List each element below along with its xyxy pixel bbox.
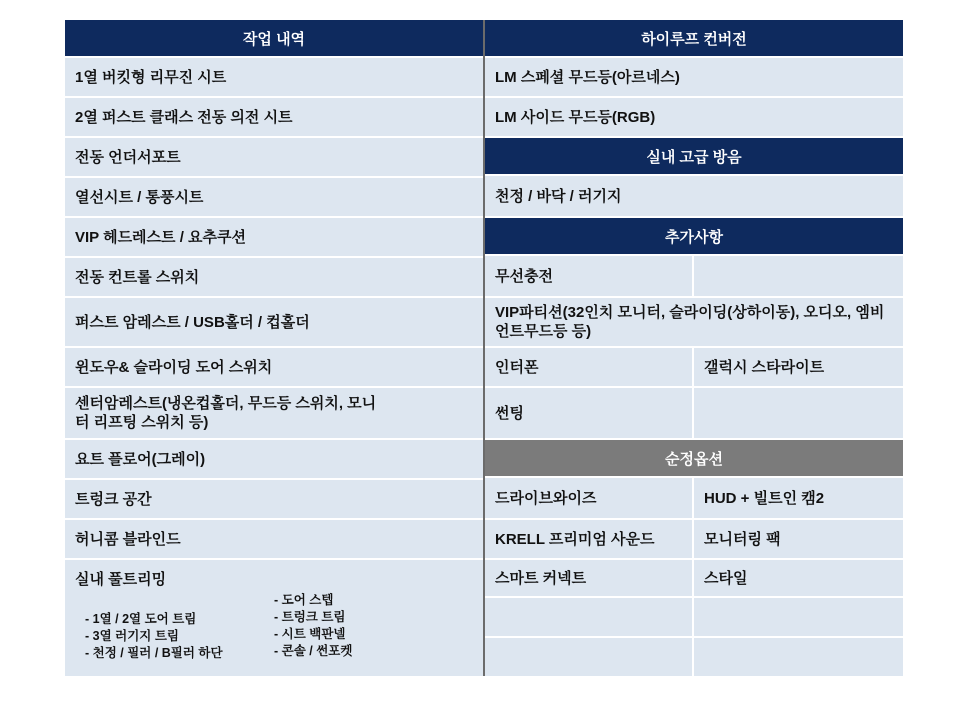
work-history-header: 작업 내역 [65, 20, 483, 56]
work-item: VIP 헤드레스트 / 요추쿠션 [65, 218, 483, 256]
work-item: 1열 버킷형 리무진 시트 [65, 58, 483, 96]
extras-item: 갤럭시 스타라이트 [694, 348, 903, 386]
extras-item: 무선충전 [485, 256, 692, 296]
work-item: 열선시트 / 통풍시트 [65, 178, 483, 216]
hiroof-header: 하이루프 컨버전 [485, 20, 903, 56]
extras-item: 인터폰 [485, 348, 692, 386]
soundproof-item: 천정 / 바닥 / 러기지 [485, 176, 903, 216]
genuine-item: 드라이브와이즈 [485, 478, 692, 518]
list-item: - 3열 러기지 트림 [85, 629, 179, 643]
hiroof-item: LM 사이드 무드등(RGB) [485, 98, 903, 136]
genuine-options-header: 순정옵션 [485, 440, 903, 476]
extras-header: 추가사항 [485, 218, 903, 254]
work-item: 2열 퍼스트 클래스 전동 의전 시트 [65, 98, 483, 136]
list-item: - 도어 스텝 [274, 593, 334, 607]
work-item: 퍼스트 암레스트 / USB홀더 / 컵홀더 [65, 298, 483, 346]
extras-item: VIP파티션(32인치 모니터, 슬라이딩(상하이동), 오디오, 엠비언트무드등 등) [485, 298, 903, 346]
genuine-item [694, 638, 903, 676]
trim-list-b [274, 592, 352, 660]
extras-item: 썬팅 [485, 388, 692, 438]
genuine-item [694, 598, 903, 636]
work-item: 요트 플로어(그레이) [65, 440, 483, 478]
work-item: 트렁크 공간 [65, 480, 483, 518]
work-item: 실내 풀트리밍 [75, 571, 167, 588]
list-item: - 콘솔 / 썬포켓 [274, 644, 353, 658]
genuine-item: HUD + 빌트인 캠2 [694, 478, 903, 518]
list-item: - 천정 / 필러 / B필러 하단 [85, 646, 223, 660]
trim-list-a [85, 611, 223, 662]
genuine-item [485, 638, 692, 676]
extras-item [694, 388, 903, 438]
soundproof-header: 실내 고급 방음 [485, 138, 903, 174]
work-item: 전동 컨트롤 스위치 [65, 258, 483, 296]
genuine-item: 모니터링 팩 [694, 520, 903, 558]
hiroof-item: LM 스페셜 무드등(아르네스) [485, 58, 903, 96]
list-item: - 1열 / 2열 도어 트림 [85, 612, 197, 626]
list-item: - 시트 백판넬 [274, 627, 346, 641]
work-item: 전동 언더서포트 [65, 138, 483, 176]
work-item: 센터암레스트(냉온컵홀더, 무드등 스위치, 모니터 리프팅 스위치 등) [65, 388, 483, 438]
genuine-item [485, 598, 692, 636]
options-column [485, 20, 903, 676]
genuine-item: 스마트 커넥트 [485, 560, 692, 596]
genuine-item: 스타일 [694, 560, 903, 596]
options-table [65, 20, 903, 676]
list-item: - 트렁크 트림 [274, 610, 346, 624]
work-history-column [65, 20, 483, 676]
extras-item [694, 256, 903, 296]
work-item: 윈도우& 슬라이딩 도어 스위치 [65, 348, 483, 386]
genuine-item: KRELL 프리미엄 사운드 [485, 520, 692, 558]
work-item: 허니콤 블라인드 [65, 520, 483, 558]
